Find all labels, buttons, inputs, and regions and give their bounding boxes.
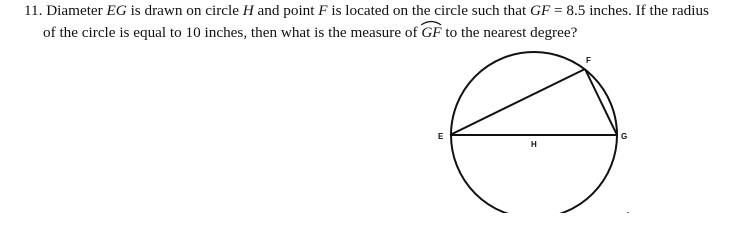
- arc-symbol-icon: [420, 19, 442, 26]
- variable-gf: GF: [530, 2, 551, 19]
- text-segment: to the nearest degree?: [441, 24, 578, 41]
- circle-diagram: [420, 48, 640, 213]
- stray-dot: [627, 212, 629, 213]
- chord-fg: [585, 69, 617, 135]
- variable-h: H: [242, 2, 254, 19]
- text-segment: is drawn on circle: [126, 2, 243, 19]
- text-segment: = 8.5 inches. If the radius: [550, 2, 709, 19]
- chord-ef: [450, 69, 585, 135]
- arc-label: GF: [421, 24, 442, 41]
- variable-f: F: [318, 2, 328, 19]
- label-e: E: [438, 132, 444, 141]
- variable-eg: EG: [106, 2, 127, 19]
- arc-gf: [421, 22, 441, 44]
- label-h: H: [531, 140, 537, 149]
- problem-number: 11.: [24, 2, 43, 19]
- problem-line-2: [24, 22, 736, 44]
- text-segment: and point: [253, 2, 319, 19]
- text-segment: Diameter: [46, 2, 107, 19]
- problem-statement: [24, 0, 736, 44]
- text-segment: is located on the circle such that: [327, 2, 530, 19]
- circle-figure: [420, 48, 640, 213]
- label-f: F: [586, 56, 591, 65]
- text-segment: of the circle is equal to 10 inches, then what is the measure of: [43, 24, 422, 41]
- problem-line-1: [24, 0, 736, 22]
- circle-h: [451, 52, 617, 213]
- label-g: G: [621, 132, 628, 141]
